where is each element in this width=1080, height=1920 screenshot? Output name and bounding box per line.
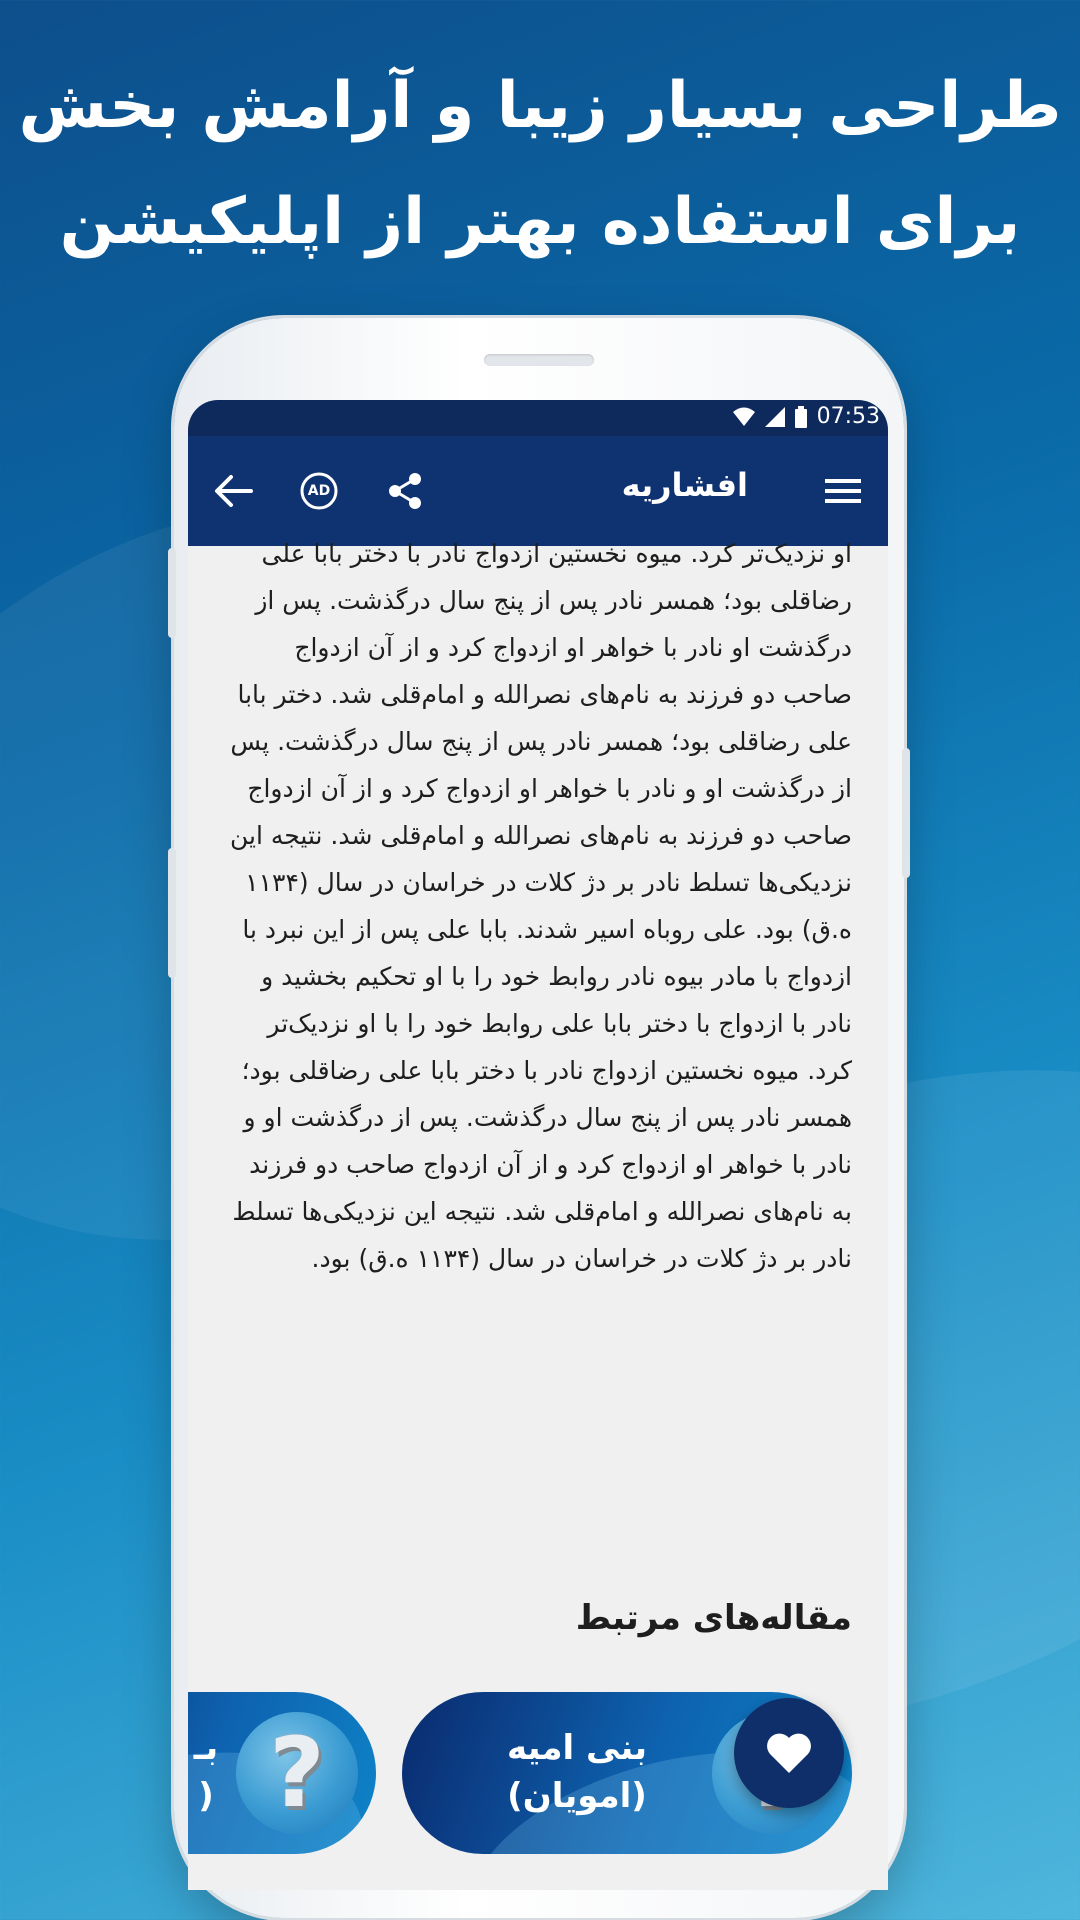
phone-side-button (168, 848, 176, 978)
question-mark-icon: ? (236, 1712, 358, 1834)
ad-icon[interactable] (292, 464, 346, 518)
battery-icon (795, 406, 807, 428)
headline-line-2: برای استفاده بهتر از اپلیکیشن (59, 185, 1021, 259)
heart-icon (765, 1731, 813, 1775)
article-content (188, 539, 888, 1890)
related-card-label: بـ ( (193, 1728, 219, 1816)
phone-side-button (168, 548, 176, 638)
status-time: 07:53 (816, 404, 880, 429)
phone-speaker (484, 354, 594, 366)
signal-icon (765, 407, 785, 427)
back-arrow-icon[interactable] (206, 464, 260, 518)
ad-label: AD (307, 483, 331, 499)
toolbar-title: افشاریه (621, 466, 748, 504)
related-articles-heading: مقاله‌های مرتبط (575, 1598, 852, 1638)
status-bar (188, 400, 888, 436)
promo-headline (0, 48, 1080, 280)
favorite-button[interactable] (734, 1698, 844, 1808)
share-icon[interactable] (378, 464, 432, 518)
phone-frame (174, 318, 904, 1918)
article-text: او نزدیک‌تر کرد. میوه نخستین ازدواج نادر با دختر بابا علی رضاقلی بود؛ همسر نادر پس از پنج سال درگذشت. پس از درگذشت او نادر با خواهر او ازدواج کرد و از آن ازدواج صاحب دو فرزند به نام‌های نصرالله و امام‌قلی شد. دختر بابا علی رضاقلی بود؛ همسر نادر پس از پنج سال درگذشت. پس از درگذشت او و نادر با خواهر او ازدواج کرد و از آن ازدواج صاحب دو فرزند به نام‌های نصرالله و امام‌قلی شد. نتیجه این نزدیکی‌ها تسلط نادر بر دژ کلات در خراسان در سال (۱۱۳۴ ه.ق) بود. علی روباه اسیر شدند. بابا علی پس از این نبرد با ازدواج با مادر بیوه نادر روابط خود را با او تحکیم بخشید و نادر با ازدواج با دختر بابا علی روابط خود را با او نزدیک‌تر کرد. میوه نخستین ازدواج نادر با دختر بابا علی رضاقلی بود؛ همسر نادر پس از پنج سال درگذشت. پس از درگذشت او و نادر با خواهر او ازدواج کرد و از آن ازدواج صاحب دو فرزند به نام‌های نصرالله و امام‌قلی شد. نتیجه این نزدیکی‌ها تسلط نادر بر دژ کلات در خراسان در سال (۱۱۳۴ ه.ق) بود. (230, 539, 852, 1273)
phone-power-button (902, 748, 910, 878)
related-card-label: بنی امیه (امویان) (506, 1728, 648, 1816)
wifi-icon (733, 407, 755, 427)
headline-line-1: طراحی بسیار زیبا و آرامش بخش (18, 69, 1062, 143)
related-card-partial[interactable] (188, 1692, 376, 1854)
menu-icon[interactable] (816, 464, 870, 518)
app-screen (188, 400, 888, 1890)
